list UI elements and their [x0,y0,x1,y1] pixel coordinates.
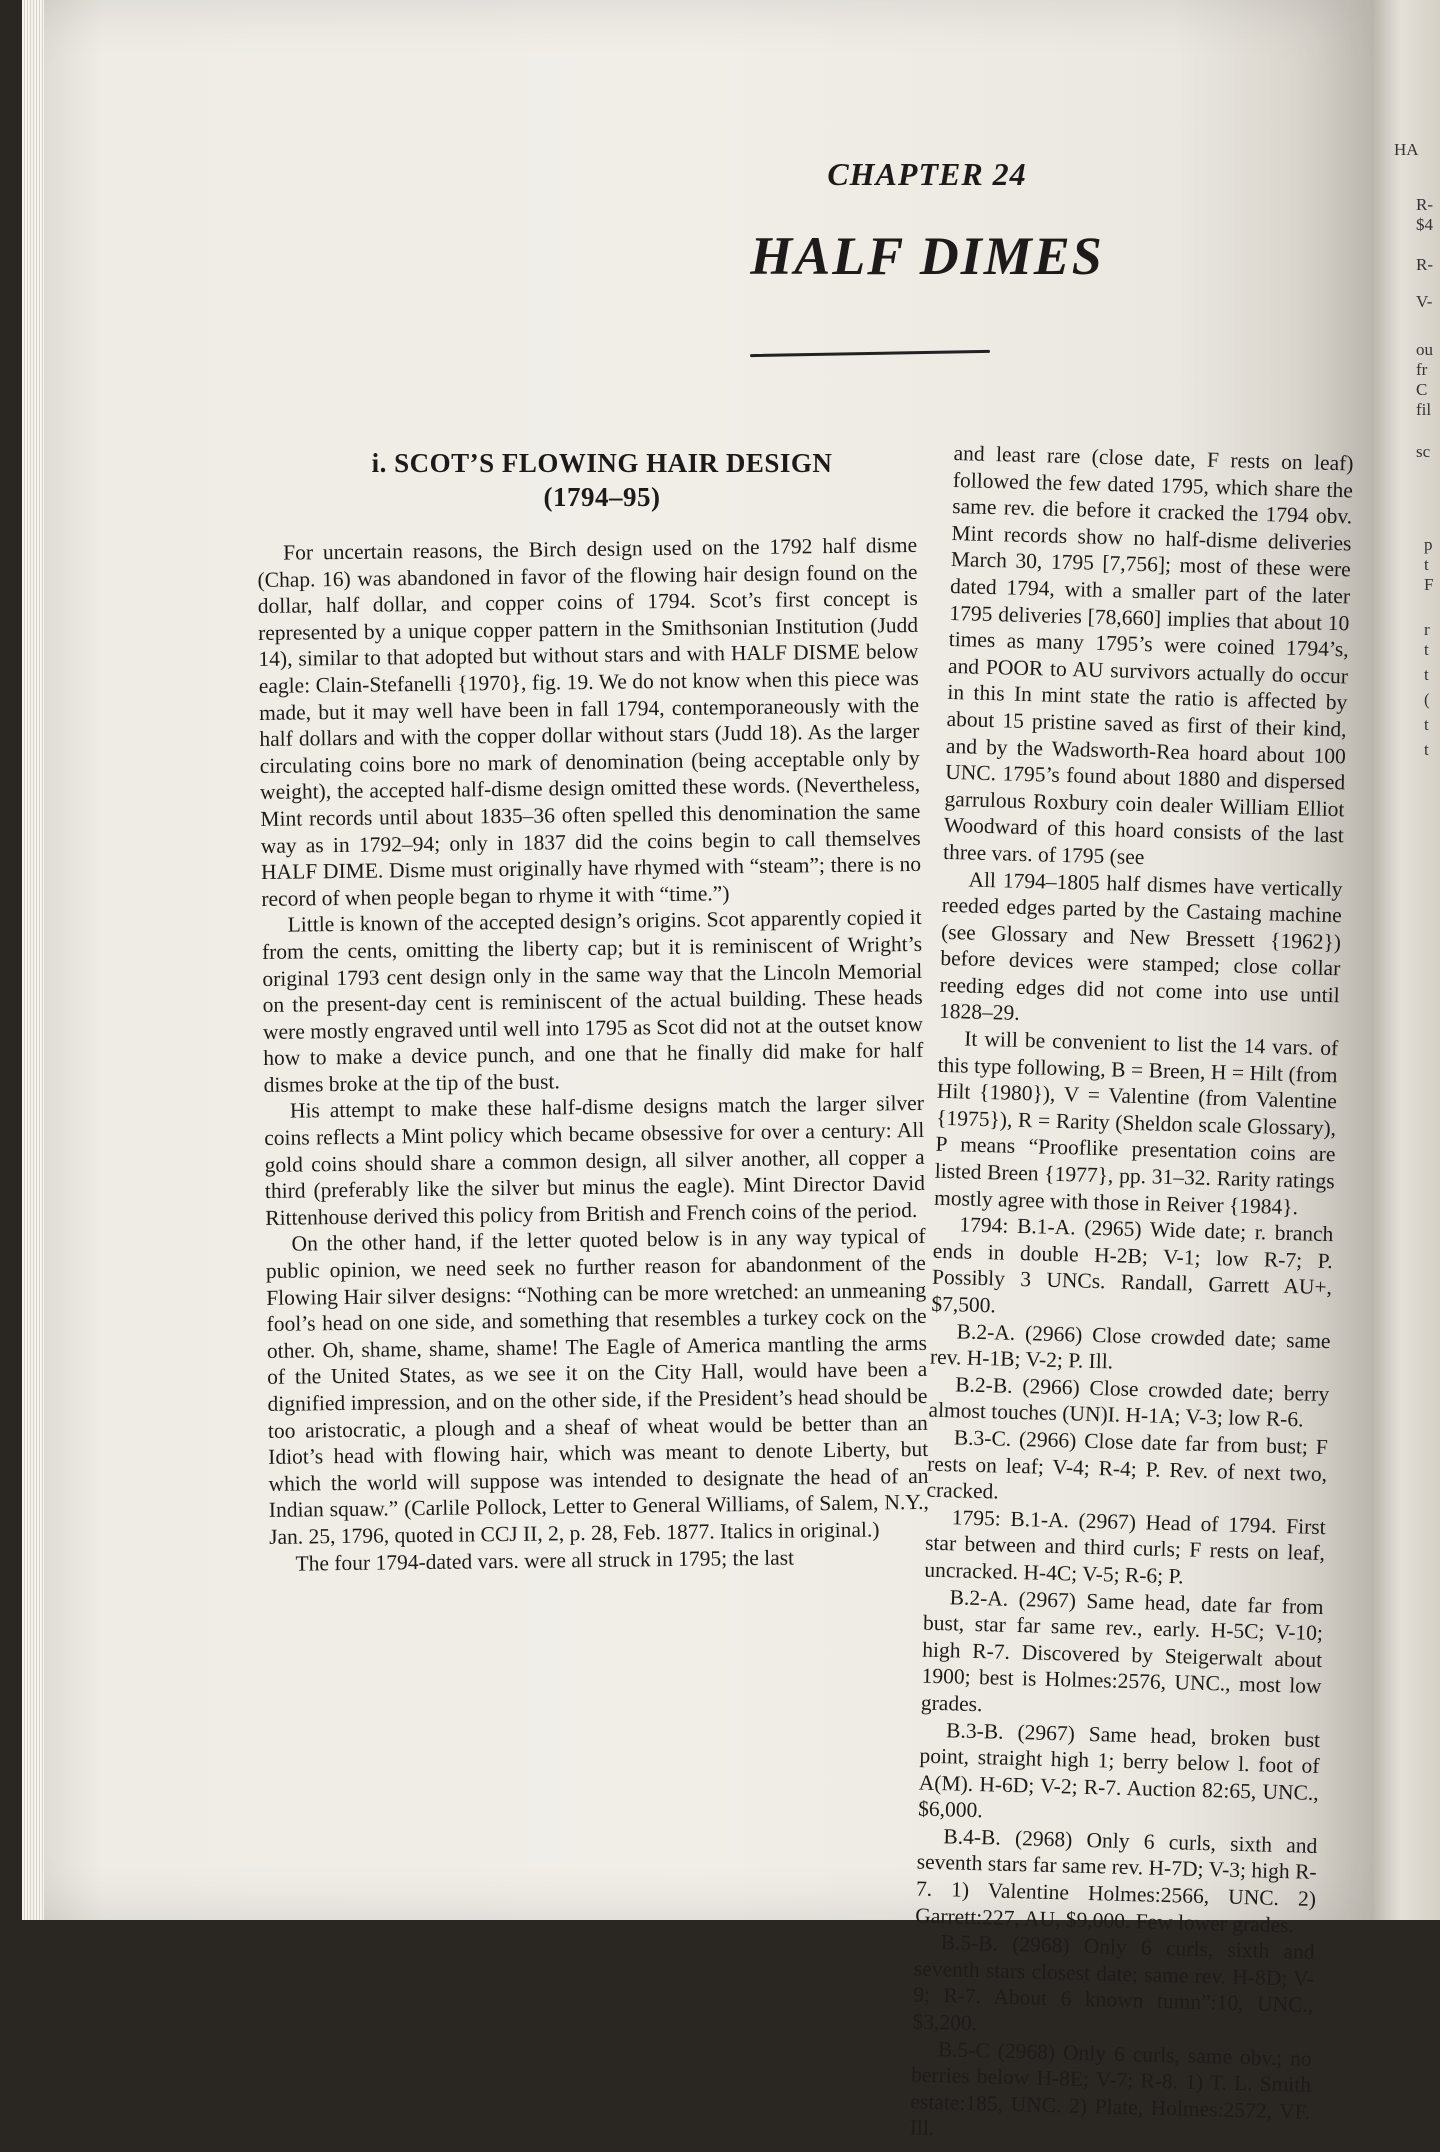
adjacent-page-edge [1374,0,1440,1920]
adjacent-page-fragment: t [1424,740,1429,759]
right-paragraph: It will be convenient to list the 14 vars. of this type following, B = Breen, H = Hilt (from Hilt {1980}), V = Valentine (from Valentine {1975}), R = Rarity (Sheldon scale Glossary), P means “Prooflike presentation coins are listed Breen {1977}, pp. 31–32. Rarity ratings mostly agree with those in Reiver {1984}. [933,1026,1339,1219]
right-paragraph: B.3-B. (2967) Same head, broken bust point, straight high 1; berry below l. foot of A(M). H-6D; V-2; R-7. Auction 82:65, UNC., $6,000. [917,1717,1321,1823]
adjacent-page-fragment: HA [1394,140,1419,159]
adjacent-page-fragment: sc [1416,442,1431,461]
left-paragraph: The four 1794-dated vars. were all struck in 1795; the last [295,1545,795,1576]
adjacent-page-fragment: ( [1424,690,1430,709]
right-paragraph: B.2-A. (2967) Same head, date far from bust, star far same rev., early. H-5C; V-10; high R-7. Discovered by Steigerwalt about 1900; best is Holmes:2576, UNC., most low grades. [920,1584,1324,1717]
adjacent-page-fragment: R- [1416,195,1433,214]
right-paragraph: B.5-B. (2968) Only 6 curls, sixth and seventh stars closest date; same rev. H-8D; V-9; R-7. About 6 known tumn”:10, UNC., $3,200. [912,1930,1315,2036]
adjacent-page-fragment: V- [1416,292,1433,311]
right-paragraph: B.4-B. (2968) Only 6 curls, sixth and seventh stars far same rev. H-7D; V-3; high R-7. 1) Valentine Holmes:2566, UNC. 2) Garrett:227, AU, $9,000. Few lower grades. [915,1824,1318,1938]
left-paragraph: For uncertain reasons, the Birch design used on the 1792 half disme (Chap. 16) was abandoned in favor of the flowing hair design found on the dollar, half dollar, and copper coins of 1794. Scot’s first concept is represented by a unique copper pattern in the Smithsonian Institution (Judd 14), similar to that adopted but without stars and with HALF DISME below eagle: Clain-Stefanelli {1970}, fig. 19. We do not know when this piece was made, but it may well have been in fall 1794, contemporaneously with the half dollars and with the copper dollar without stars (Judd 18). As the larger circulating coins bore no mark of denomination (being acceptable only by weight), the accepted half-disme design omitted these words. (Nevertheless, Mint records until about 1835–36 often spelled this denomination the same way as in 1792–94; only in 1837 did the coins begin to call themselves HALF DIME. Disme must originally have rhymed with “steam”; there is no record of when people began to rhyme it with “time.”) [257,532,922,911]
right-paragraph: B.2-A. (2966) Close crowded date; same rev. H-1B; V-2; P. Ill. [929,1318,1331,1374]
adjacent-page-fragment: fil [1416,400,1432,419]
right-paragraph: 1794: B.1-A. (2965) Wide date; r. branch ends in double H-2B; V-1; low R-7; P. Possibly 3 UNCs. Randall, Garrett AU+, $7,500. [931,1212,1334,1318]
left-paragraph: His attempt to make these half-disme designs match the larger silver coins reflects a Mint policy which became obsessive for over a century: All gold coins should share a common design, all silver another, all copper a third (preferably like the silver but minus the eagle). Mint Director David Rittenhouse derived this policy from British and French coins of the period. [264,1091,926,1230]
section-heading [312,446,892,514]
right-paragraph: B.3-C. (2966) Close date far from bust; F rests on leaf; V-4; R-4; P. Rev. of next two, cracked. [926,1425,1329,1504]
left-text-column [257,532,930,1577]
section-heading-line1: i. SCOT’S FLOWING HAIR DESIGN [371,448,833,478]
chapter-title: HALF DIMES [750,226,1104,286]
book-page [22,0,1374,2141]
page-stack-edge [22,0,44,1920]
adjacent-page-fragment: p [1424,535,1433,554]
right-paragraph: B.2-B. (2966) Close crowded date; berry almost touches (UN)I. H-1A; V-3; low R-6. [928,1372,1330,1432]
title-rule-divider [750,350,990,357]
adjacent-page-fragment: $4 [1416,215,1433,234]
adjacent-page-fragment: r [1424,620,1430,639]
adjacent-page-fragment: t [1424,715,1429,734]
left-paragraph: Little is known of the accepted design’s origins. Scot apparently copied it from the cents, omitting the liberty cap; but it is reminiscent of Wright’s original 1793 cent design only in the same way that the Lincoln Memorial on the present-day cent is reminiscent of the actual building. These heads were mostly engraved until well into 1795 as Scot did not at the outset know how to make a device punch, and one that he finally did make for half dismes broke at the tip of the bust. [261,905,924,1097]
adjacent-page-fragment: t [1424,555,1429,574]
adjacent-page-fragment: ou [1416,340,1433,359]
right-paragraph: All 1794–1805 half dismes have vertically reeded edges parted by the Castaing machine (see Glossary and New Bressett {1962}) before devices were stamped; close collar reeding edges did not come into use until 1828–29. [938,867,1343,1026]
adjacent-page-fragment: C [1416,380,1428,399]
adjacent-page-fragment: t [1424,665,1429,684]
right-paragraph: and least rare (close date, F rests on leaf) followed the few dated 1795, which share the same rev. die before it cracked the 1794 obv. Mint records show no half-disme deliveries March 30, 1795 [7,756]; most of these were dated 1794, with a smaller part of the later 1795 deliveries [78,660] implies that about 10 times as many 1795’s were coined 1794’s, and POOR to AU survivors actually do occur in this In mint state the ratio is affected by about 15 pristine saved as first of their kind, and by the Wadsworth-Rea hoard about 100 UNC. 1795’s found about 1880 and dispersed garrulous Roxbury coin dealer William Elliot Woodward of this hoard consists of the last three vars. of 1795 (see [942,440,1354,870]
right-paragraph: B.5-C (2968) Only 6 curls, same obv.; no berries below H-8E; V-7; R-8. 1) T. L. Smith estate:185, UNC. 2) Plate, Holmes:2572, VF. Ill. [909,2036,1313,2141]
left-paragraph: On the other hand, if the letter quoted below is in any way typical of public opinion, we need seek no further reason for abandonment of the Flowing Hair silver designs: “Nothing can be more wretched: an unmeaning fool’s head on one side, and something that resembles a turkey cock on the other. Oh, shame, shame, shame! The Eagle of America mantling the arms of the United States, as we see it on the City Hall, would have been a dignified impression, and on the other side, if the President’s head should be too aristocratic, a plough and a sheaf of wheat would be better than an Idiot’s head with flowing hair, which was meant to denote Liberty, but which the world will suppose was intended to designate the head of an Indian squaw.” (Carlile Pollock, Letter to General Williams, of Salem, N.Y., Jan. 25, 1796, quoted in CCJ II, 2, p. 28, Feb. 1877. Italics in original.) [265,1224,929,1549]
chapter-label: CHAPTER 24 [827,156,1027,192]
adjacent-page-fragment: t [1424,640,1429,659]
adjacent-page-fragment: R- [1416,255,1433,274]
right-paragraph: 1795: B.1-A. (2967) Head of 1794. First star between and third curls; F rests on leaf, uncracked. H-4C; V-5; R-6; P. [924,1505,1326,1589]
adjacent-page-fragment: F [1424,575,1434,594]
right-text-column [909,440,1353,2152]
section-heading-line2: (1794–95) [543,482,661,512]
adjacent-page-fragment: fr [1416,360,1428,379]
